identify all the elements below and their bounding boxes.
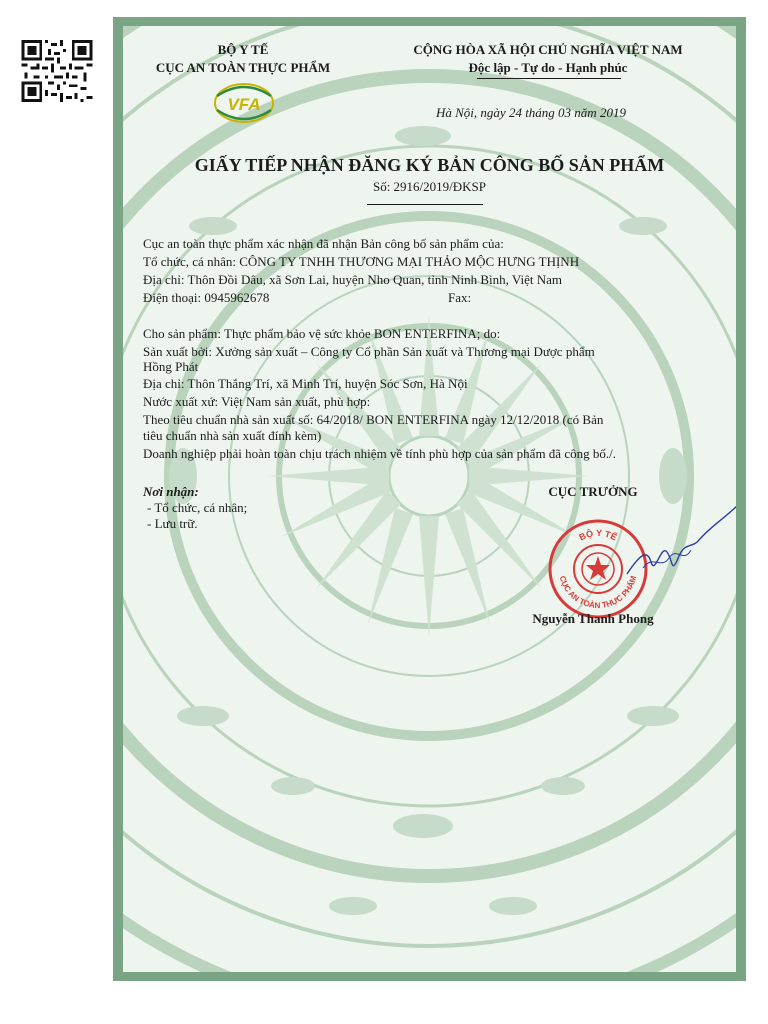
- signer-name: Nguyễn Thanh Phong: [532, 611, 654, 626]
- signer-role: CỤC TRƯỞNG: [548, 484, 638, 499]
- recipients-label: Nơi nhận:: [143, 484, 199, 499]
- recipient-item: - Lưu trữ.: [147, 516, 198, 531]
- seal-bottom-text: CỤC AN TOÀN THỰC PHẨM: [557, 574, 639, 611]
- recipient-item: - Tổ chức, cá nhân;: [147, 500, 248, 515]
- place-date: Hà Nội, ngày 24 tháng 03 năm 2019: [436, 105, 626, 120]
- national-motto: Độc lập - Tự do - Hạnh phúc: [468, 60, 628, 75]
- agency-name: CỤC AN TOÀN THỰC PHẨM: [155, 60, 331, 75]
- document-title: GIẤY TIẾP NHẬN ĐĂNG KÝ BẢN CÔNG BỐ SẢN PHẨM: [194, 155, 665, 175]
- ministry-name: BỘ Y TẾ: [217, 42, 269, 57]
- body-line: Địa chỉ: Thôn Thắng Trí, xã Minh Trí, huyện Sóc Sơn, Hà Nội: [143, 376, 468, 391]
- body-line: Theo tiêu chuẩn nhà sản xuất số: 64/2018/ BON ENTERFINA ngày 12/12/2018 (có Bản: [143, 412, 604, 427]
- vfa-logo: [213, 82, 275, 124]
- title-underline: [367, 204, 483, 205]
- svg-text:BỘ Y TẾ: [577, 527, 618, 542]
- body-line: Cục an toàn thực phẩm xác nhận đã nhận Bản công bố sản phẩm của:: [143, 236, 504, 251]
- certificate-paper: [123, 26, 736, 972]
- body-line: tiêu chuẩn nhà sản xuất đính kèm): [143, 428, 322, 443]
- motto-underline: [477, 78, 621, 79]
- body-line: Cho sản phẩm: Thực phẩm bảo vệ sức khỏe BON ENTERFINA; do:: [143, 326, 501, 341]
- body-line: Địa chỉ: Thôn Đồi Dâu, xã Sơn Lai, huyện Nho Quan, tỉnh Ninh Bình, Việt Nam: [143, 272, 563, 287]
- vfa-logo-text: VFA: [227, 95, 261, 114]
- body-line: Tổ chức, cá nhân: CÔNG TY TNHH THƯƠNG MẠI THẢO MỘC HƯNG THỊNH: [143, 254, 580, 269]
- body-line: Fax:: [448, 290, 472, 305]
- body-line: Hồng Phát: [143, 359, 199, 374]
- body-line: Nước xuất xứ: Việt Nam sản xuất, phù hợp:: [143, 394, 371, 409]
- certificate-frame: [113, 17, 746, 981]
- body-line: Doanh nghiệp phải hoàn toàn chịu trách nhiệm về tính phù hợp của sản phẩm đã công bố./.: [143, 446, 616, 461]
- document-number: Số: 2916/2019/ĐKSP: [372, 179, 487, 194]
- body-line: Điện thoại: 0945962678: [143, 290, 270, 305]
- qr-code: [21, 40, 93, 102]
- handwritten-signature: [621, 496, 736, 596]
- body-line: Sản xuất bởi: Xưởng sản xuất – Công ty Cổ phần Sản xuất và Thương mại Dược phẩm: [143, 344, 595, 359]
- republic-name: CỘNG HÒA XÃ HỘI CHỦ NGHĨA VIỆT NAM: [413, 42, 683, 57]
- seal-top-text: BỘ Y TẾ: [577, 527, 619, 543]
